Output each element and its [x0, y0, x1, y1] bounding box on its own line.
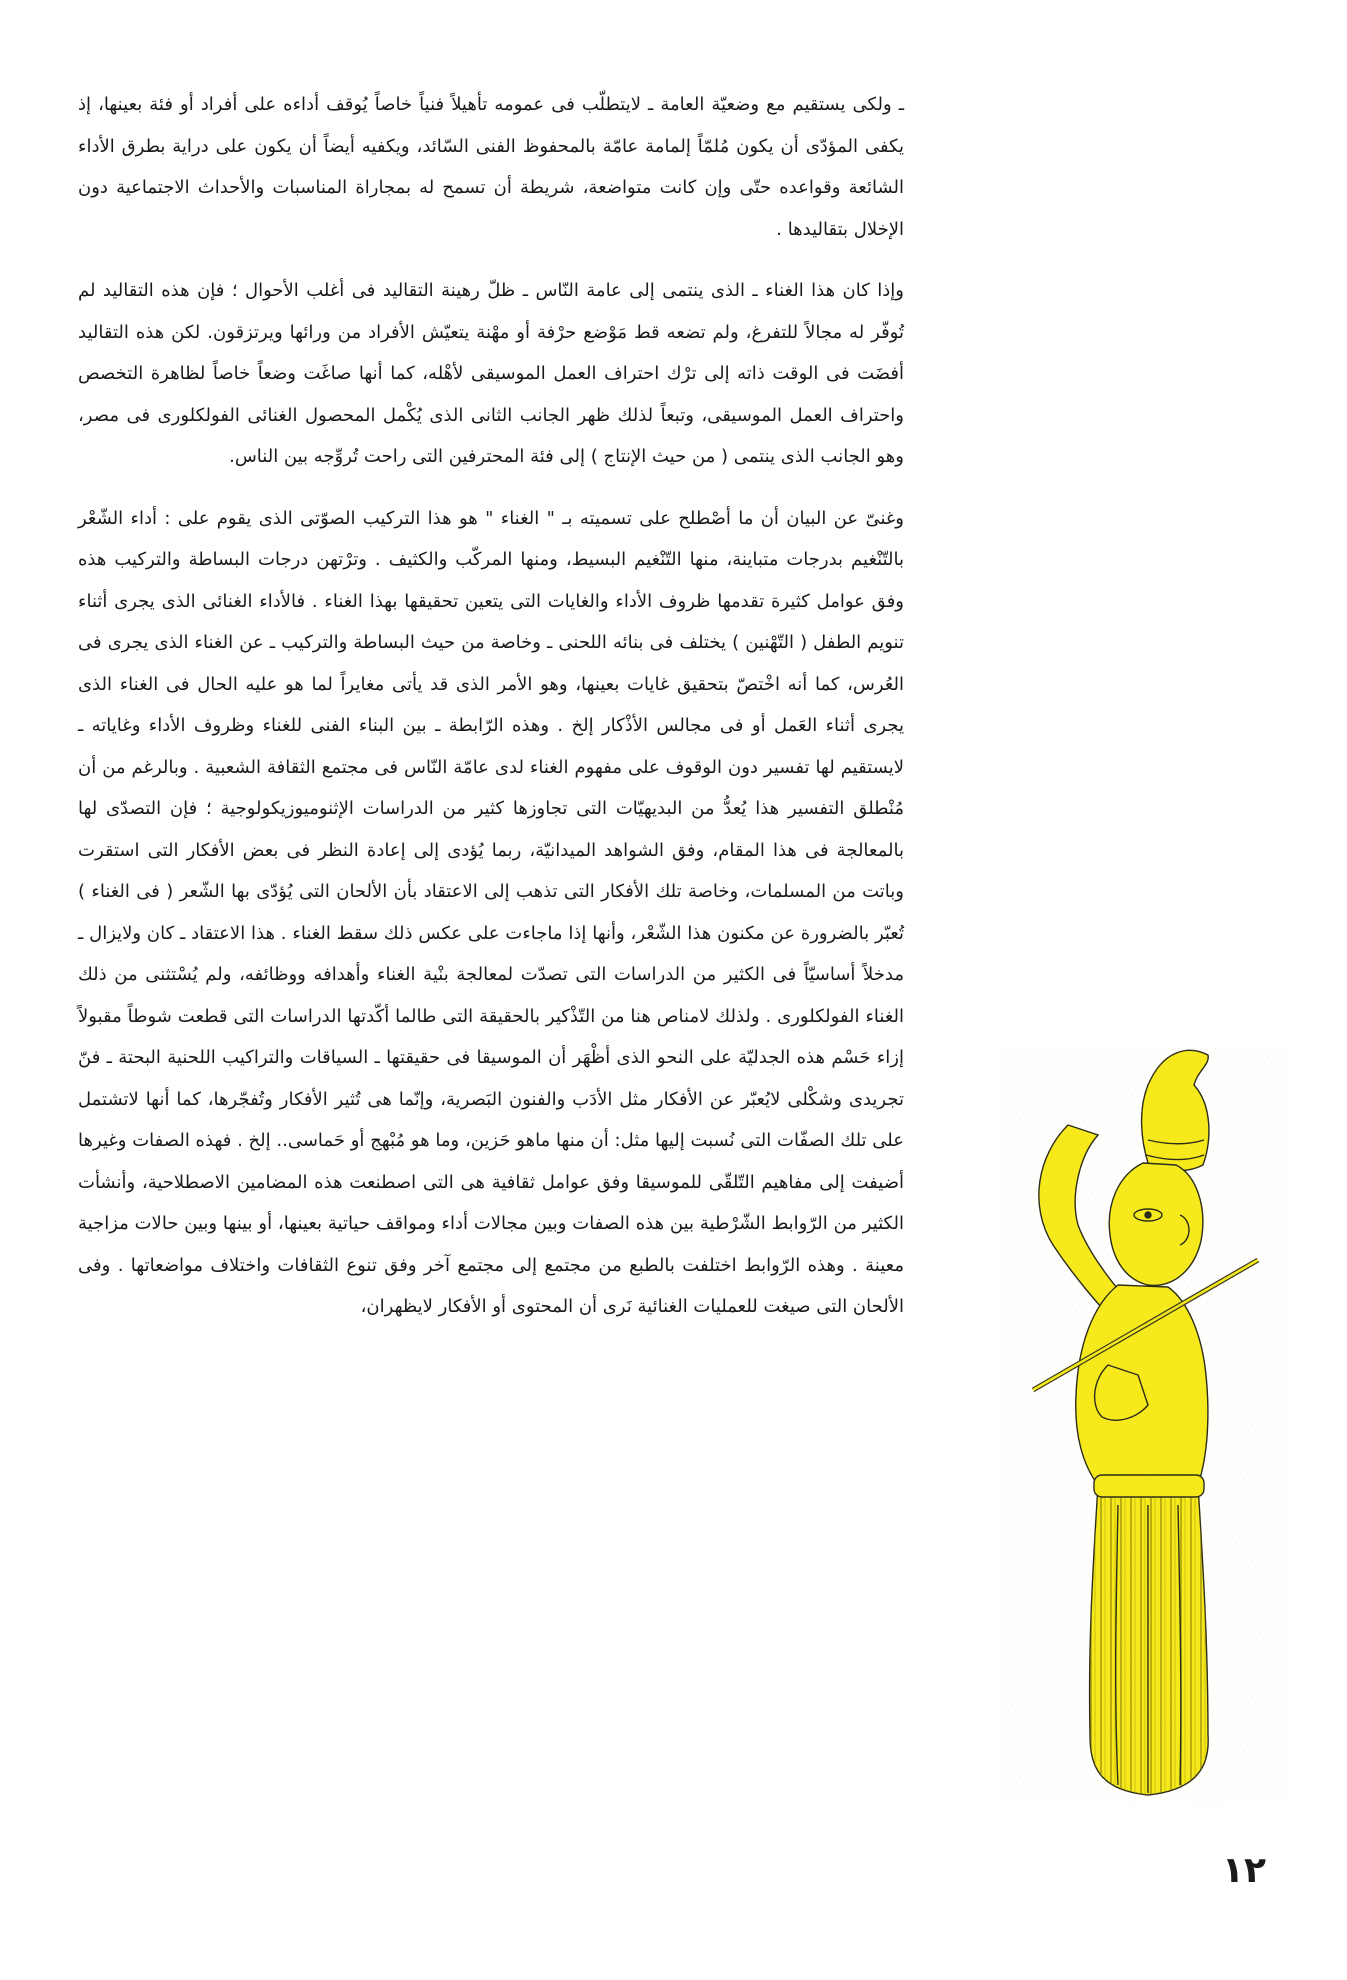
page-number: ١٢ — [1222, 1850, 1266, 1891]
paragraph-1: ـ ولكى يستقيم مع وضعيّة العامة ـ لايتطلّب فى عمومه تأهيلاً فنياً خاصاً يُوقف أداءه على أفراد أو فئة بعينها، إذ يكفى المؤدّى أن يكون مُلمّاً إلمامة عامّة بالمحفوظ الفنى السّائد، ويكفيه أيضاً أن يكون على دراية بطرق الأداء الشائعة وقواعده حتّى وإن كانت متواضعة، شريطة أن تسمح له بمجاراة المناسبات والأحداث الاجتماعية دون الإخلال بتقاليدها . — [78, 94, 904, 240]
halftone-texture — [998, 1045, 1290, 1805]
paragraph-3: وغنىّ عن البيان أن ما أصْطلح على تسميته بـ " الغناء " هو هذا التركيب الصوّتى الذى يقوم على : أداء الشّعْر بالتّنْغيم بدرجات متباينة، منها التّنْغيم البسيط، ومنها المركّب والكثيف . وترْتهن درجات البساطة والتركيب هذه وفق عوامل كثيرة تقدمها ظروف الأداء والغايات التى يتعين تحقيقها بهذا الغناء . فالأداء الغنائى الذى يجرى أثناء تنويم الطفل ( التّهْنين ) يختلف فى بنائه اللحنى ـ وخاصة من حيث البساطة والتركيب ـ عن الغناء الذى يجرى فى العُرس، كما أنه اخْتصّ بتحقيق غايات بعينها، وهو الأمر الذى قد يأتى مغايراً لما هو عليه الحال فى الغناء الذى يجرى أثناء العَمل أو فى مجالس الأذْكار إلخ . وهذه الرّابطة ـ بين البناء الفنى للغناء وظروف الأداء وغاياته ـ لايستقيم لها تفسير دون الوقوف على مفهوم الغناء لدى عامّة النّاس فى مجتمع الثقافة الشعبية . وبالرغم من أن مُنْطلق التفسير هذا يُعدُّ من البديهيّات التى تجاوزها كثير من الدراسات الإثنوميوزيكولوجية ؛ فإن التصدّى لها بالمعالجة فى هذا المقام، وفق الشواهد الميدانيّة، ربما يُؤدى إلى إعادة النظر فى بعض الأفكار التى استقرت وباتت من المسلمات، وخاصة تلك الأفكار التى تذهب إلى الاعتقاد بأن الألحان التى يُؤدّى بها الشّعر ( فى الغناء ) تُعبّر بالضرورة عن مكنون هذا الشّعْر، وأنها إذا ماجاءت على عكس ذلك سقط الغناء . هذا الاعتقاد ـ كان ولايزال ـ مدخلاً أساسيّاً فى الكثير من الدراسات التى تصدّت لمعالجة بنْية الغناء وأهدافه ووظائفه، ولم يُسْتثنى من ذلك الغناء الفولكلورى . ولذلك لامناص هنا من التّذْكير بالحقيقة التى طالما أكّدتها الدراسات التى قطعت شوطاً مقبولاً إزاء حَسْم هذه الجدليّة على النحو الذى أظْهَر أن الموسيقا فى حقيقتها ـ السياقات والتراكيب اللحنية البحتة ـ فنّ تجريدى وشكْلى لايُعبّر عن الأفكار مثل الأدَب والفنون البَصرية، وإنّما هى تُثير الأفكار وتُفجّرها، كما أنها لاتشتمل على تلك الصفّات التى نُسبت إليها مثل: أن منها ماهو حَزين، وما هو مُبْهج أو حَماسى.. إلخ . فهذه الصفات وغيرها أضيفت إلى مفاهيم التّلقّى للموسيقا وفق عوامل ثقافية هى التى اصطنعت هذه المضامين الاصطلاحية، وأنشأت الكثير من الرّوابط الشّرْطية بين هذه الصفات وبين مجالات أداء ومواقف حياتية بعينها، أو بينها وبين حالات مزاجية معينة . وهذه الرّوابط اختلفت بالطبع من مجتمع إلى مجتمع آخر وفق تنوع الثقافات واختلاف مواضعاتها . وفى الألحان التى صيغت للعمليات الغنائية نَرى أن المحتوى أو الأفكار لايظهران، — [78, 507, 904, 1317]
body-text — [78, 84, 904, 1348]
paragraph-2: وإذا كان هذا الغناء ـ الذى ينتمى إلى عامة النّاس ـ ظلّ رهينة التقاليد فى أغلب الأحوال ؛ فإن هذه التقاليد لم تُوفّر له مجالاً للتفرغ، ولم تضعه قط مَوْضع حرْفة أو مهْنة يتعيّش الأفراد من ورائها ويرتزقون. لكن هذه التقاليد أفضَت فى الوقت ذاته إلى ترْك احتراف العمل الموسيقى لأهْله، كما أنها صاغَت وضعاً خاصاً لظاهرة التخصص واحتراف العمل الموسيقى، وتبعاً لذلك ظهر الجانب الثانى الذى يُكْمل المحصول الغنائى الفولكلورى فى مصر، وهو الجانب الذى ينتمى ( من حيث الإنتاج ) إلى فئة المحترفين التى راحت تُروِّجه بين الناس. — [78, 280, 904, 467]
flute-player-illustration — [998, 1045, 1290, 1805]
